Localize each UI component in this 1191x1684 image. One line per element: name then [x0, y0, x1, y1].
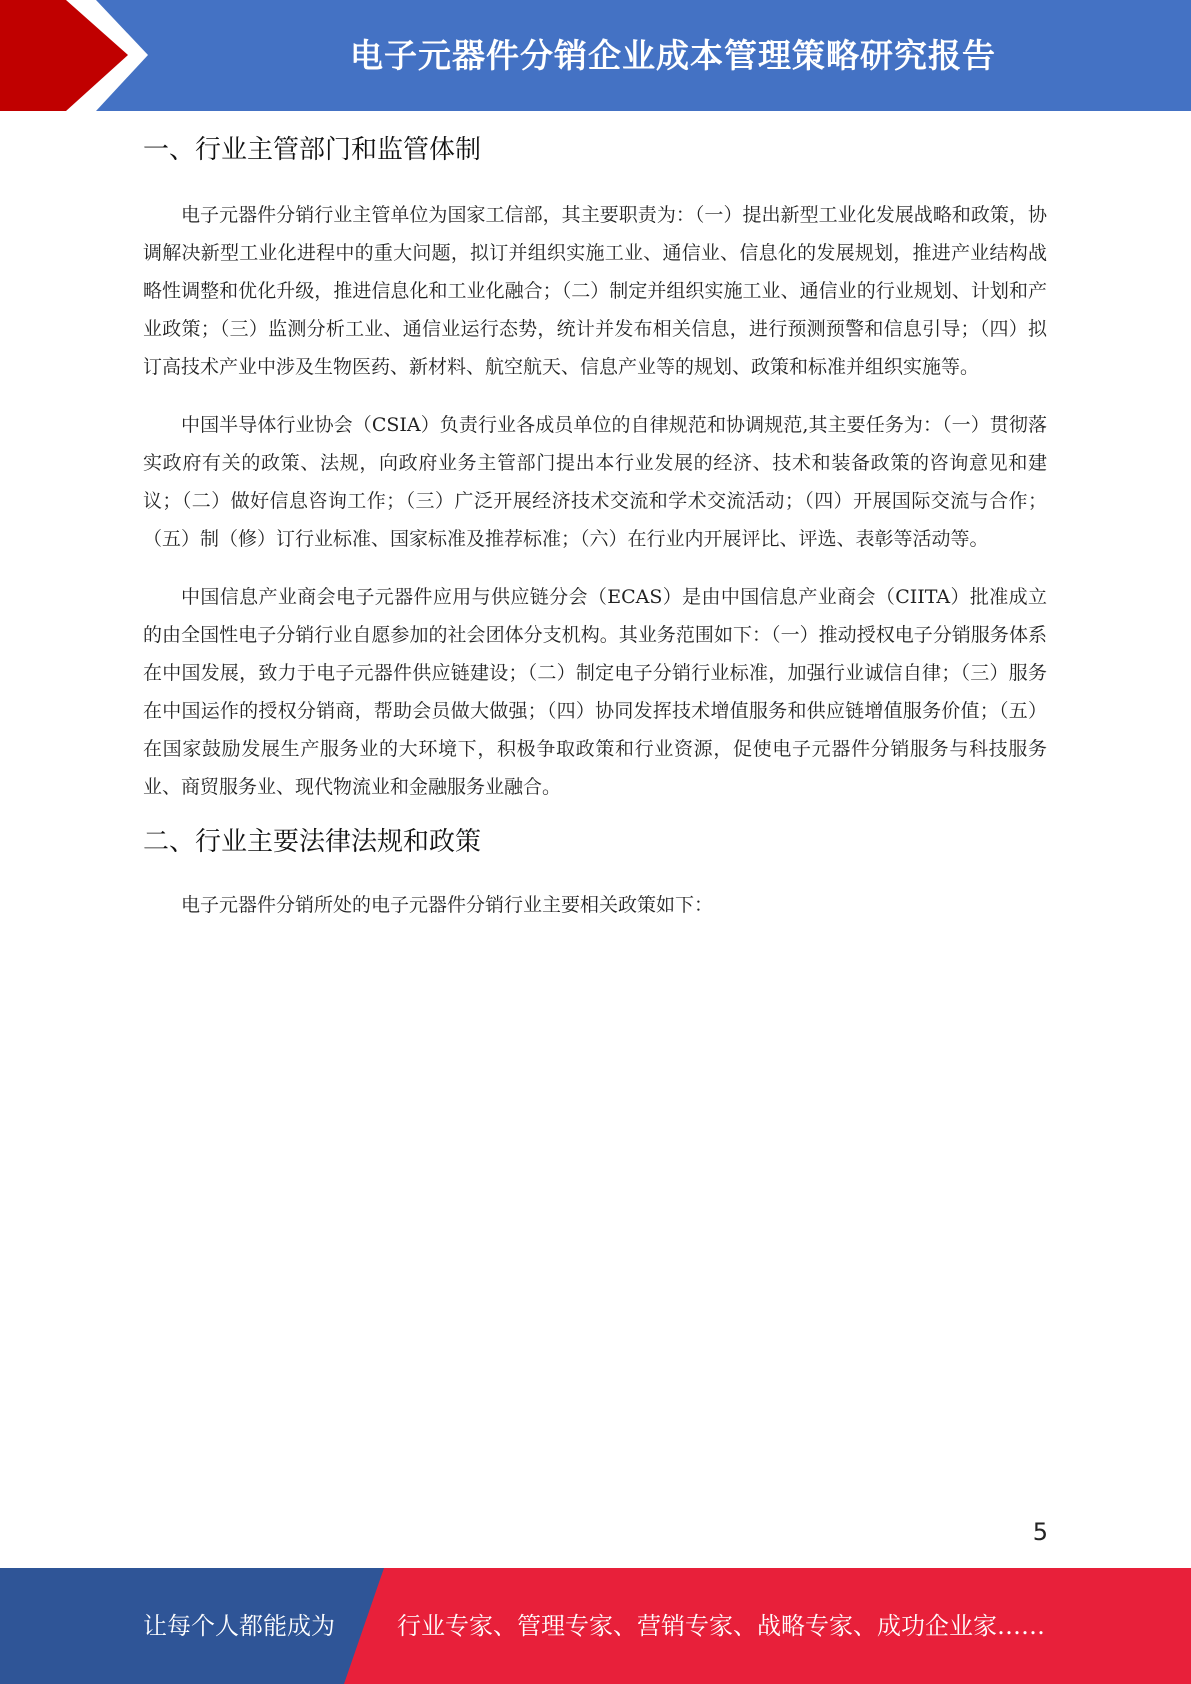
report-title: 电子元器件分销企业成本管理策略研究报告	[350, 36, 996, 75]
footer-slogan-left: 让每个人都能成为	[143, 1612, 335, 1640]
page-content	[143, 124, 1047, 944]
section-heading-2: 二、行业主要法律法规和政策	[143, 827, 482, 857]
paragraph-regulator-ecas: 中国信息产业商会电子元器件应用与供应链分会（ECAS）是由中国信息产业商会（CIITA）批准成立的由全国性电子分销行业自愿参加的社会团体分支机构。其业务范围如下：（一）推动授权电子分销服务体系在中国发展，致力于电子元器件供应链建设；（二）制定电子分销行业标准，加强行业诚信自律；（三）服务在中国运作的授权分销商，帮助会员做大做强；（四）协同发挥技术增值服务和供应链增值服务价值；（五）在国家鼓励发展生产服务业的大环境下，积极争取政策和行业资源，促使电子元器件分销服务与科技服务业、商贸服务业、现代物流业和金融服务业融合。	[143, 586, 1047, 798]
footer-slogan-right: 行业专家、管理专家、营销专家、战略专家、成功企业家……	[397, 1612, 1045, 1640]
page-number: 5	[1032, 1518, 1048, 1546]
page-header	[0, 0, 1191, 111]
paragraph-regulator-csia: 中国半导体行业协会（CSIA）负责行业各成员单位的自律规范和协调规范,其主要任务为：（一）贯彻落实政府有关的政策、法规，向政府业务主管部门提出本行业发展的经济、技术和装备政策的咨询意见和建议；（二）做好信息咨询工作；（三）广泛开展经济技术交流和学术交流活动；（四）开展国际交流与合作；（五）制（修）订行业标准、国家标准及推荐标准；（六）在行业内开展评比、评选、表彰等活动等。	[143, 414, 1047, 550]
paragraph-policy-intro: 电子元器件分销所处的电子元器件分销行业主要相关政策如下：	[181, 894, 714, 916]
paragraph-regulator-miit: 电子元器件分销行业主管单位为国家工信部，其主要职责为：（一）提出新型工业化发展战略和政策，协调解决新型工业化进程中的重大问题，拟订并组织实施工业、通信业、信息化的发展规划，推进产业结构战略性调整和优化升级，推进信息化和工业化融合；（二）制定并组织实施工业、通信业的行业规划、计划和产业政策；（三）监测分析工业、通信业运行态势，统计并发布相关信息，进行预测预警和信息引导；（四）拟订高技术产业中涉及生物医药、新材料、航空航天、信息产业等的规划、政策和标准并组织实施等。	[143, 204, 1047, 378]
section-heading-1: 一、行业主管部门和监管体制	[143, 135, 482, 165]
page-footer	[0, 1568, 1191, 1684]
